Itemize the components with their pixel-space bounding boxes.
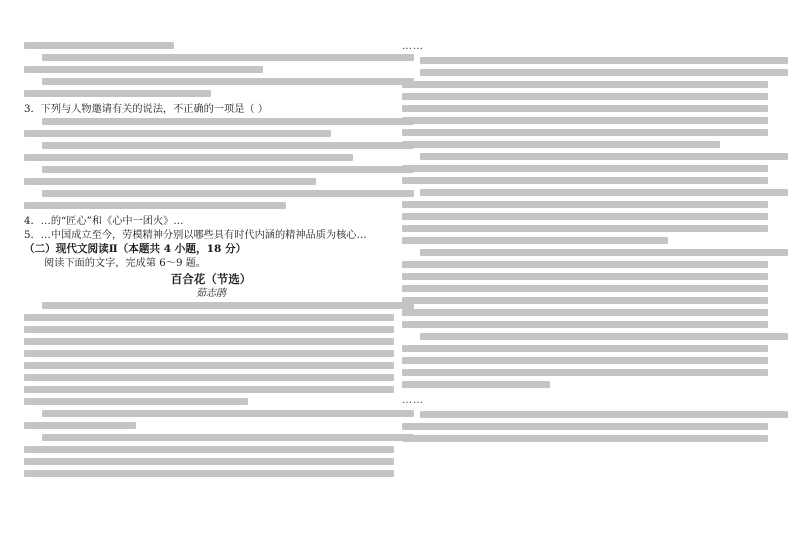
- text-line: [420, 411, 788, 418]
- text-line: [24, 386, 394, 393]
- text-line: [420, 333, 788, 340]
- story-excerpt-right: [402, 57, 772, 388]
- story-author: 茹志鹃: [196, 288, 226, 299]
- text-line: [24, 374, 394, 381]
- question-3-options: [24, 118, 398, 209]
- story-excerpt-left: [24, 302, 398, 477]
- text-line: [24, 422, 136, 429]
- text-line: [402, 261, 768, 268]
- text-line: [402, 369, 768, 376]
- text-line: [402, 81, 768, 88]
- text-line: [402, 201, 768, 208]
- text-line: [42, 410, 414, 417]
- text-line: [402, 297, 768, 304]
- text-line: [24, 178, 316, 185]
- text-line: [420, 249, 788, 256]
- text-line: [24, 470, 394, 477]
- text-line: [42, 190, 414, 197]
- text-line: [420, 153, 788, 160]
- text-line: [42, 118, 414, 125]
- text-line: [402, 321, 768, 328]
- section-instruction: 阅读下面的文字，完成第 6～9 题。: [44, 258, 207, 269]
- text-line: [42, 54, 414, 61]
- text-line: [42, 302, 414, 309]
- text-line: [402, 105, 768, 112]
- text-line: [24, 42, 174, 49]
- question-3: 3．下列与人物邀请有关的说法，不正确的一项是（ ）: [24, 104, 269, 115]
- text-line: [24, 154, 353, 161]
- text-line: [24, 202, 286, 209]
- text-line: [402, 345, 768, 352]
- text-line: [24, 338, 394, 345]
- section-heading: （二）现代文阅读Ⅱ（本题共 4 小题，18 分）: [24, 243, 247, 255]
- question-4: 4．…的“匠心”和《心中一团火》…: [24, 216, 184, 227]
- left-top-paragraph: [24, 42, 398, 97]
- text-line: [402, 129, 768, 136]
- text-line: [402, 93, 768, 100]
- ellipsis: ……: [402, 41, 424, 52]
- text-line: [402, 165, 768, 172]
- text-line: [24, 66, 263, 73]
- text-line: [402, 237, 668, 244]
- text-line: [402, 435, 768, 442]
- text-line: [402, 225, 768, 232]
- text-line: [42, 142, 414, 149]
- right-column: [402, 40, 772, 448]
- ellipsis: ……: [402, 395, 424, 406]
- text-line: [24, 326, 394, 333]
- text-line: [402, 309, 768, 316]
- text-line: [24, 458, 394, 465]
- story-excerpt-right-end: [402, 411, 772, 442]
- question-5: 5．…中国成立至今，劳模精神分别以哪些具有时代内涵的精神品质为核心…: [24, 230, 367, 241]
- text-line: [24, 130, 331, 137]
- text-line: [42, 166, 414, 173]
- left-column: [24, 40, 398, 483]
- text-line: [402, 381, 550, 388]
- story-title: 百合花（节选）: [170, 272, 252, 286]
- text-line: [402, 213, 768, 220]
- text-line: [24, 314, 394, 321]
- text-line: [42, 434, 414, 441]
- text-line: [402, 285, 768, 292]
- text-line: [24, 362, 394, 369]
- text-line: [24, 398, 248, 405]
- text-line: [402, 357, 768, 364]
- text-line: [402, 117, 768, 124]
- text-line: [420, 57, 788, 64]
- text-line: [402, 423, 768, 430]
- text-line: [402, 177, 768, 184]
- text-line: [42, 78, 414, 85]
- text-line: [420, 69, 788, 76]
- text-line: [402, 141, 720, 148]
- text-line: [420, 189, 788, 196]
- text-line: [24, 446, 394, 453]
- text-line: [24, 90, 211, 97]
- text-line: [402, 273, 768, 280]
- text-line: [24, 350, 394, 357]
